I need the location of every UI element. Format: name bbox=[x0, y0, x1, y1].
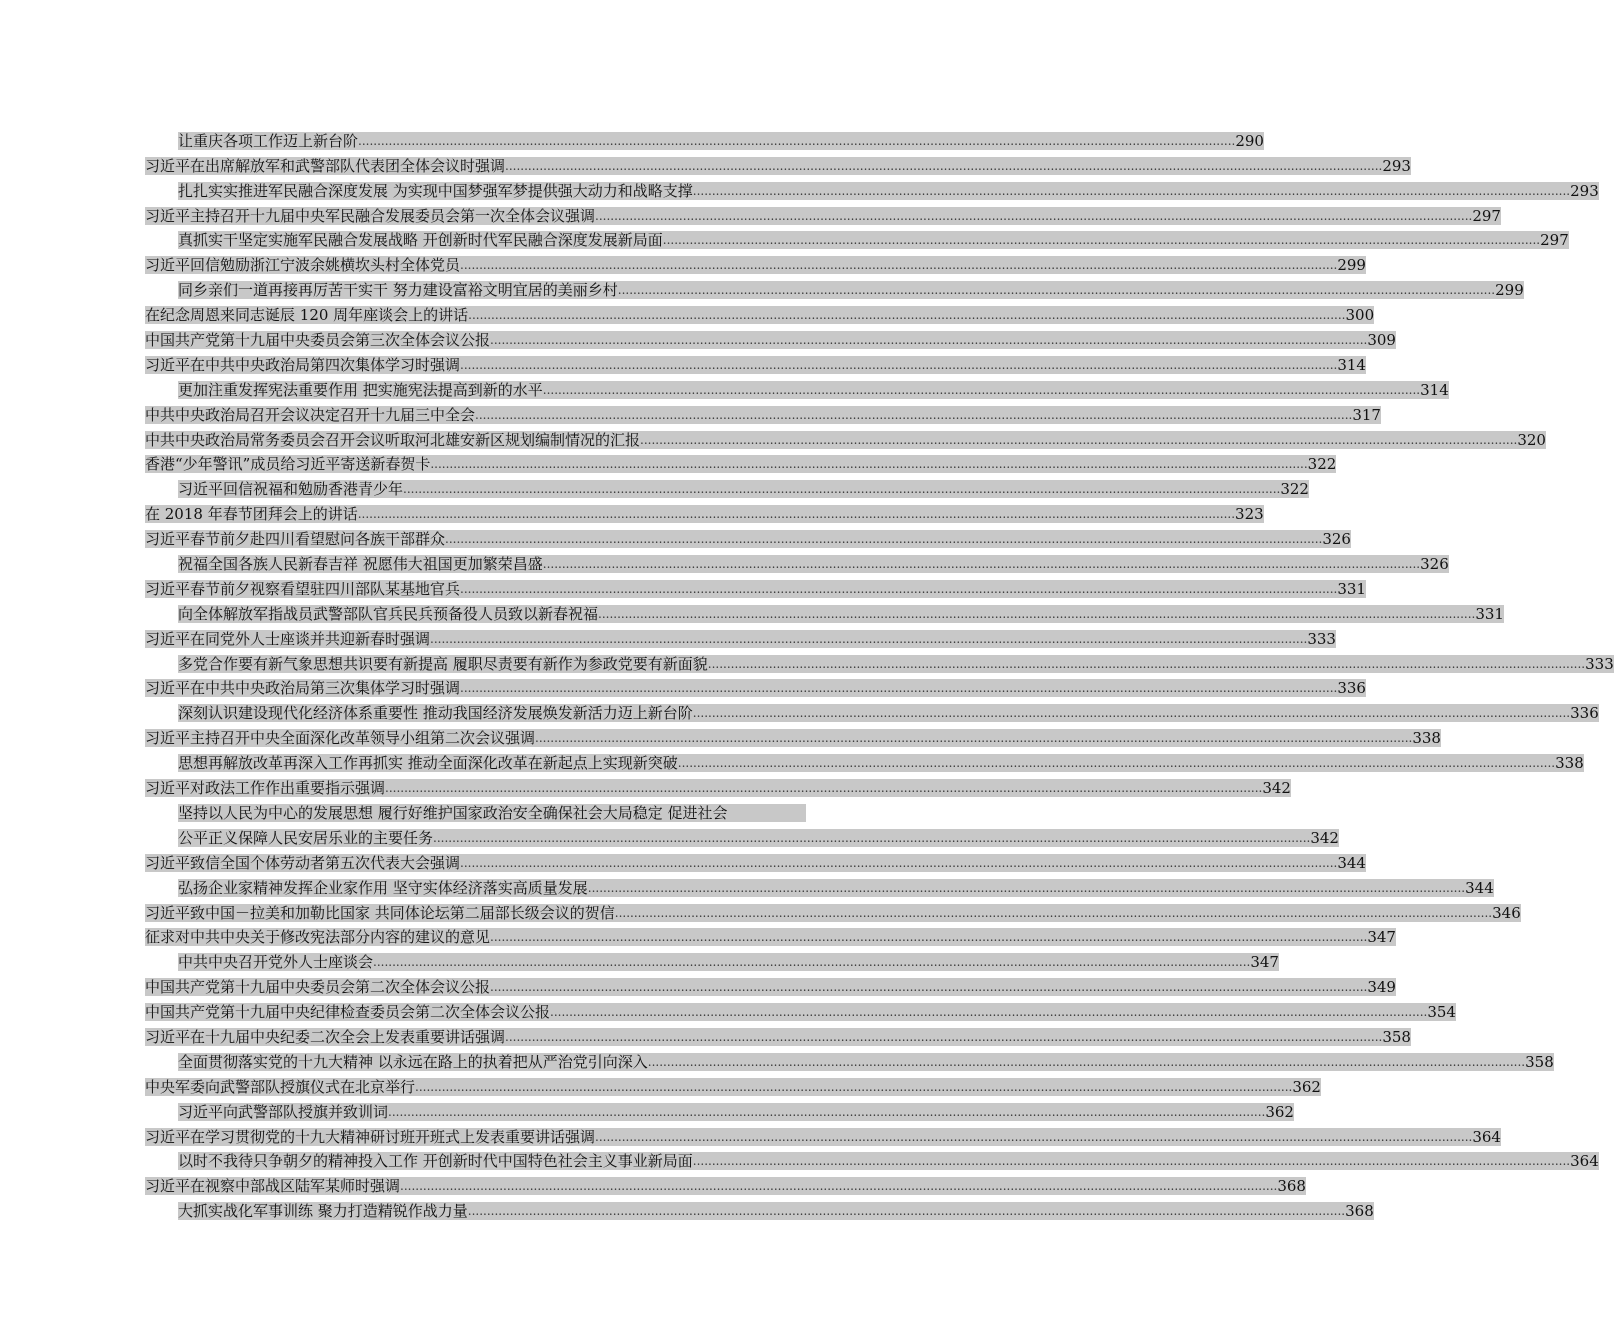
toc-page-number: 326 bbox=[1420, 555, 1449, 574]
toc-page-number: 362 bbox=[1292, 1077, 1321, 1096]
toc-page-number: 358 bbox=[1382, 1027, 1411, 1046]
toc-entry[interactable] bbox=[145, 648, 1614, 673]
toc-page-number: 314 bbox=[1420, 380, 1449, 399]
toc-entry-title: 习近平在同党外人士座谈并共迎新春时强调 bbox=[145, 629, 431, 648]
toc-entry[interactable] bbox=[145, 225, 1569, 250]
toc-entry-title: 真抓实干坚定实施军民融合发展战略 开创新时代军民融合深度发展新局面 bbox=[178, 231, 663, 250]
toc-entry[interactable] bbox=[145, 249, 1366, 275]
toc-entry-title-continued: 公平正义保障人民安居乐业的主要任务 bbox=[178, 828, 434, 847]
toc-entry-title: 向全体解放军指战员武警部队官兵民兵预备役人员致以新春祝福 bbox=[178, 604, 599, 623]
dot-leader bbox=[505, 157, 1382, 175]
toc-entry-title: 习近平春节前夕视察看望驻四川部队某基地官兵 bbox=[145, 579, 461, 598]
toc-entry[interactable] bbox=[145, 1096, 1294, 1121]
dot-leader bbox=[693, 704, 1570, 722]
toc-page-number: 331 bbox=[1475, 604, 1504, 623]
toc-page-number: 349 bbox=[1367, 978, 1396, 997]
toc-page-number: 336 bbox=[1337, 679, 1366, 698]
toc-entry-title: 习近平主持召开中央全面深化改革领导小组第二次会议强调 bbox=[145, 729, 536, 748]
toc-entry[interactable] bbox=[145, 200, 1501, 225]
toc-page-number: 320 bbox=[1517, 430, 1546, 449]
dot-leader bbox=[460, 679, 1337, 697]
toc-entry[interactable] bbox=[145, 299, 1375, 325]
toc-entry[interactable] bbox=[145, 1121, 1501, 1146]
toc-entry[interactable] bbox=[145, 150, 1411, 175]
dot-leader bbox=[693, 1152, 1570, 1170]
toc-page-number: 322 bbox=[1280, 480, 1309, 499]
toc-entry[interactable] bbox=[145, 125, 1264, 150]
toc-page-number: 347 bbox=[1250, 953, 1279, 972]
toc-entry[interactable] bbox=[145, 747, 1584, 773]
toc-page-number: 309 bbox=[1367, 331, 1396, 350]
toc-entry[interactable] bbox=[145, 673, 1366, 698]
toc-page-number: 344 bbox=[1337, 853, 1366, 872]
toc-page-number: 300 bbox=[1345, 306, 1375, 325]
toc-entry[interactable] bbox=[145, 847, 1366, 872]
toc-page-number: 364 bbox=[1570, 1152, 1599, 1171]
dot-leader bbox=[373, 953, 1250, 971]
toc-entry[interactable] bbox=[145, 772, 1291, 798]
dot-leader bbox=[468, 1202, 1345, 1220]
toc-entry-title: 弘扬企业家精神发挥企业家作用 坚守实体经济落实高质量发展 bbox=[178, 878, 588, 897]
toc-entry[interactable] bbox=[145, 1021, 1411, 1046]
dot-leader bbox=[505, 1028, 1382, 1046]
toc-entry-title: 中国共产党第十九届中央委员会第二次全体会议公报 bbox=[145, 978, 491, 997]
toc-entry-title: 全面贯彻落实党的十九大精神 以永远在路上的执着把从严治党引向深入 bbox=[178, 1052, 648, 1071]
dot-leader bbox=[615, 904, 1492, 922]
toc-entry-title: 更加注重发挥宪法重要作用 把实施宪法提高到新的水平 bbox=[178, 380, 543, 399]
toc-entry-title: 思想再解放改革再深入工作再抓实 推动全面深化改革在新起点上实现新突破 bbox=[178, 754, 678, 773]
toc-entry-title: 中央军委向武警部队授旗仪式在北京举行 bbox=[145, 1077, 416, 1096]
dot-leader bbox=[490, 978, 1367, 996]
toc-page-number: 358 bbox=[1525, 1052, 1554, 1071]
toc-page-number: 299 bbox=[1337, 256, 1366, 275]
dot-leader bbox=[678, 754, 1555, 772]
toc-entry[interactable] bbox=[145, 1195, 1374, 1221]
toc-page-number: 322 bbox=[1307, 455, 1337, 474]
toc-entry-continuation[interactable] bbox=[145, 822, 1339, 847]
toc-entry[interactable] bbox=[145, 623, 1336, 648]
dot-leader bbox=[430, 455, 1307, 473]
dot-leader bbox=[403, 480, 1280, 498]
toc-entry-title: 多党合作要有新气象思想共识要有新提高 履职尽责要有新作为参政党要有新面貌 bbox=[178, 654, 708, 673]
table-of-contents bbox=[145, 125, 1614, 1221]
toc-entry[interactable] bbox=[145, 722, 1441, 748]
toc-entry-title: 习近平致中国－拉美和加勒比国家 共同体论坛第二届部长级会议的贺信 bbox=[145, 903, 615, 922]
toc-entry[interactable] bbox=[145, 523, 1351, 549]
dot-leader bbox=[468, 306, 1345, 324]
toc-entry[interactable] bbox=[145, 274, 1524, 300]
toc-page-number: 314 bbox=[1337, 355, 1366, 374]
toc-entry-title: 中共中央召开党外人士座谈会 bbox=[178, 953, 374, 972]
toc-page-number: 342 bbox=[1262, 779, 1291, 798]
toc-entry[interactable] bbox=[145, 872, 1494, 897]
toc-entry[interactable] bbox=[145, 971, 1396, 997]
dot-leader bbox=[388, 1103, 1265, 1121]
toc-entry-title: 习近平在十九届中央纪委二次全会上发表重要讲话强调 bbox=[145, 1027, 506, 1046]
toc-page-number: 299 bbox=[1495, 281, 1524, 300]
dot-leader bbox=[543, 381, 1420, 399]
toc-page-number: 333 bbox=[1585, 654, 1614, 673]
toc-entry-title: 习近平在中共中央政治局第三次集体学习时强调 bbox=[145, 679, 461, 698]
toc-page-number: 331 bbox=[1337, 579, 1366, 598]
dot-leader bbox=[663, 231, 1540, 249]
toc-entry[interactable] bbox=[145, 573, 1366, 598]
toc-entry[interactable] bbox=[145, 697, 1599, 723]
toc-entry[interactable] bbox=[145, 449, 1337, 474]
dot-leader bbox=[708, 655, 1585, 673]
toc-entry-title: 香港“少年警讯”成员给习近平寄送新春贺卡 bbox=[145, 455, 431, 474]
toc-page-number: 297 bbox=[1472, 206, 1501, 225]
dot-leader bbox=[358, 505, 1235, 523]
toc-entry-title: 祝福全国各族人民新春吉祥 祝愿伟大祖国更加繁荣昌盛 bbox=[178, 555, 543, 574]
toc-entry-title: 大抓实战化军事训练 聚力打造精锐作战力量 bbox=[178, 1202, 468, 1221]
dot-leader bbox=[550, 1003, 1427, 1021]
dot-leader bbox=[543, 555, 1420, 573]
toc-entry-title: 中共中央政治局常务委员会召开会议听取河北雄安新区规划编制情况的汇报 bbox=[145, 430, 641, 449]
toc-entry[interactable] bbox=[145, 996, 1456, 1022]
toc-entry[interactable] bbox=[145, 424, 1546, 449]
dot-leader bbox=[445, 530, 1322, 548]
toc-entry-title: 让重庆各项工作迈上新台阶 bbox=[178, 131, 359, 150]
toc-entry-title: 习近平春节前夕赴四川看望慰问各族干部群众 bbox=[145, 530, 446, 549]
toc-entry-title: 征求对中共中央关于修改宪法部分内容的建议的意见 bbox=[145, 928, 491, 947]
toc-entry-title: 习近平回信勉励浙江宁波余姚横坎头村全体党员 bbox=[145, 256, 461, 275]
toc-entry-title: 中国共产党第十九届中央委员会第三次全体会议公报 bbox=[145, 331, 491, 350]
toc-entry-title: 中国共产党第十九届中央纪律检查委员会第二次全体会议公报 bbox=[145, 1003, 551, 1022]
toc-entry[interactable] bbox=[145, 922, 1396, 947]
dot-leader bbox=[358, 132, 1235, 150]
toc-page-number: 293 bbox=[1570, 181, 1599, 200]
dot-leader bbox=[460, 256, 1337, 274]
toc-entry[interactable] bbox=[145, 1046, 1554, 1071]
toc-entry[interactable] bbox=[145, 324, 1396, 350]
dot-leader bbox=[415, 1078, 1292, 1096]
toc-entry-title: 习近平向武警部队授旗并致训词 bbox=[178, 1102, 389, 1121]
dot-leader bbox=[595, 1128, 1472, 1146]
toc-entry-title: 习近平主持召开十九届中央军民融合发展委员会第一次全体会议强调 bbox=[145, 206, 596, 225]
toc-entry-title: 习近平回信祝福和勉励香港青少年 bbox=[178, 480, 404, 499]
toc-page-number: 368 bbox=[1277, 1177, 1306, 1196]
toc-entry-title: 在 2018 年春节团拜会上的讲话 bbox=[145, 505, 358, 524]
dot-leader bbox=[648, 1053, 1525, 1071]
dot-leader bbox=[490, 331, 1367, 349]
toc-entry[interactable] bbox=[145, 473, 1309, 499]
toc-page-number: 338 bbox=[1412, 729, 1441, 748]
toc-page-number: 344 bbox=[1465, 878, 1494, 897]
dot-leader bbox=[618, 281, 1495, 299]
dot-leader bbox=[433, 829, 1310, 847]
toc-entry-title: 习近平在出席解放军和武警部队代表团全体会议时强调 bbox=[145, 156, 506, 175]
toc-page-number: 317 bbox=[1352, 405, 1381, 424]
toc-entry-title: 坚持以人民为中心的发展思想 履行好维护国家政治安全确保社会大局稳定 促进社会 bbox=[178, 804, 806, 822]
dot-leader bbox=[693, 182, 1570, 200]
toc-page-number: 293 bbox=[1382, 156, 1411, 175]
toc-entry[interactable] bbox=[145, 349, 1366, 374]
toc-entry[interactable] bbox=[145, 175, 1599, 200]
toc-page-number: 347 bbox=[1367, 928, 1396, 947]
dot-leader bbox=[400, 1177, 1277, 1195]
toc-entry[interactable] bbox=[145, 797, 806, 822]
toc-page-number: 354 bbox=[1427, 1003, 1456, 1022]
toc-entry[interactable] bbox=[145, 399, 1381, 424]
toc-page-number: 290 bbox=[1235, 131, 1264, 150]
toc-entry[interactable] bbox=[145, 598, 1504, 623]
toc-entry[interactable] bbox=[145, 1146, 1599, 1171]
dot-leader bbox=[430, 630, 1307, 648]
toc-entry-title: 习近平在学习贯彻党的十九大精神研讨班开班式上发表重要讲话强调 bbox=[145, 1127, 596, 1146]
dot-leader bbox=[598, 605, 1475, 623]
toc-page-number: 326 bbox=[1322, 530, 1351, 549]
toc-page-number: 338 bbox=[1555, 754, 1584, 773]
toc-entry-title: 习近平在中共中央政治局第四次集体学习时强调 bbox=[145, 355, 461, 374]
dot-leader bbox=[640, 431, 1517, 449]
toc-entry-title: 中共中央政治局召开会议决定召开十九届三中全会 bbox=[145, 405, 476, 424]
toc-entry-title: 习近平对政法工作作出重要指示强调 bbox=[145, 779, 386, 798]
toc-entry-title: 扎扎实实推进军民融合深度发展 为实现中国梦强军梦提供强大动力和战略支撑 bbox=[178, 181, 693, 200]
toc-page-number: 323 bbox=[1235, 505, 1264, 524]
toc-entry-title: 深刻认识建设现代化经济体系重要性 推动我国经济发展焕发新活力迈上新台阶 bbox=[178, 704, 693, 723]
dot-leader bbox=[588, 879, 1465, 897]
toc-page-number: 346 bbox=[1492, 903, 1521, 922]
toc-entry-title: 习近平在视察中部战区陆军某师时强调 bbox=[145, 1177, 401, 1196]
toc-entry-title: 在纪念周恩来同志诞辰 120 周年座谈会上的讲话 bbox=[145, 306, 469, 325]
toc-entry[interactable] bbox=[145, 498, 1264, 524]
dot-leader bbox=[595, 207, 1472, 225]
toc-page-number: 333 bbox=[1307, 629, 1336, 648]
toc-page-number: 336 bbox=[1570, 704, 1599, 723]
dot-leader bbox=[460, 356, 1337, 374]
toc-entry[interactable] bbox=[145, 374, 1449, 399]
toc-entry[interactable] bbox=[145, 897, 1521, 922]
dot-leader bbox=[385, 779, 1262, 797]
toc-entry-title: 同乡亲们一道再接再厉苦干实干 努力建设富裕文明宜居的美丽乡村 bbox=[178, 281, 618, 300]
dot-leader bbox=[460, 580, 1337, 598]
dot-leader bbox=[535, 729, 1412, 747]
toc-page-number: 368 bbox=[1345, 1202, 1374, 1221]
toc-entry-title: 以时不我待只争朝夕的精神投入工作 开创新时代中国特色社会主义事业新局面 bbox=[178, 1152, 693, 1171]
toc-entry[interactable] bbox=[145, 946, 1279, 972]
toc-page-number: 362 bbox=[1265, 1102, 1294, 1121]
toc-page-number: 364 bbox=[1472, 1127, 1501, 1146]
toc-entry[interactable] bbox=[145, 1170, 1306, 1196]
toc-page-number: 297 bbox=[1540, 231, 1569, 250]
dot-leader bbox=[460, 854, 1337, 872]
toc-entry[interactable] bbox=[145, 1071, 1321, 1096]
dot-leader bbox=[475, 406, 1352, 424]
toc-page-number: 342 bbox=[1310, 828, 1339, 847]
toc-entry-title: 习近平致信全国个体劳动者第五次代表大会强调 bbox=[145, 853, 461, 872]
dot-leader bbox=[490, 928, 1367, 946]
toc-entry[interactable] bbox=[145, 548, 1449, 574]
